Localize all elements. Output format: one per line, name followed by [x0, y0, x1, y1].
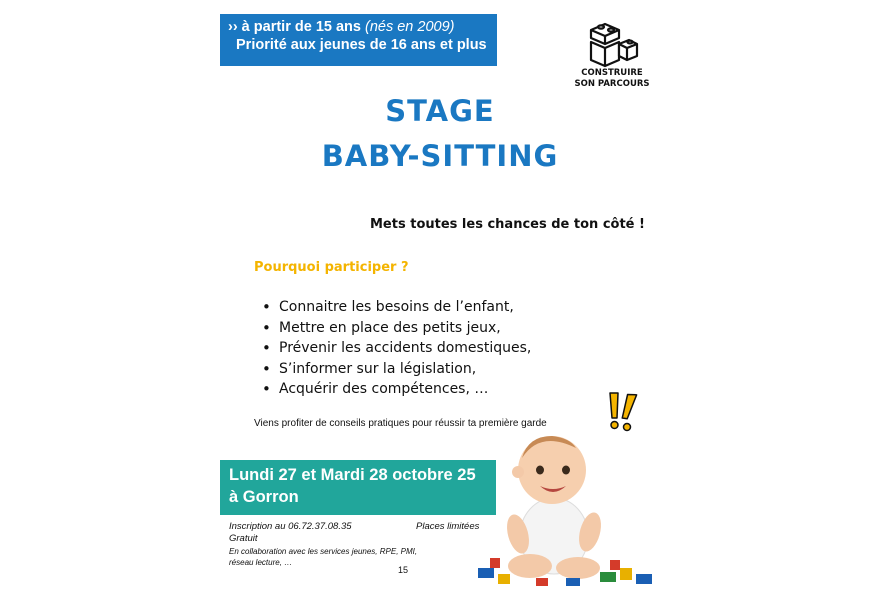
- collab-text: [229, 547, 469, 568]
- page-number: 15: [398, 565, 409, 575]
- collab-line2: réseau lecture, …: [229, 557, 293, 567]
- advice-text: Viens profiter de conseils pratiques pour réussir ta première garde: [254, 418, 547, 429]
- logo-caption-line2: SON PARCOURS: [574, 79, 650, 89]
- logo-caption-line1: CONSTRUIRE: [581, 68, 643, 78]
- list-item: • Mettre en place des petits jeux,: [262, 318, 531, 339]
- age-note: (nés en 2009): [365, 19, 455, 35]
- places-text: Places limitées: [416, 521, 480, 532]
- benefits-list: [262, 297, 531, 400]
- price-text: Gratuit: [229, 532, 258, 544]
- why-heading: Pourquoi participer ?: [254, 260, 409, 275]
- age-prefix: ›› à partir de 15 ans: [228, 19, 361, 35]
- age-banner: [220, 14, 497, 66]
- event-dates: Lundi 27 et Mardi 28 octobre 25: [229, 466, 476, 484]
- event-location: à Gorron: [229, 488, 299, 506]
- title-line2: BABY-SITTING: [321, 139, 559, 173]
- registration-text: Inscription au 06.72.37.08.35: [229, 521, 352, 532]
- collab-line1: En collaboration avec les services jeunes, RPE, PMI,: [229, 547, 418, 556]
- list-item: • Prévenir les accidents domestiques,: [262, 338, 531, 359]
- title-line1: STAGE: [385, 94, 495, 128]
- list-item: • Connaitre les besoins de l’enfant,: [262, 297, 531, 318]
- event-banner: [220, 460, 496, 515]
- baby-photo: [470, 428, 660, 587]
- logo-caption: [560, 68, 664, 90]
- priority-line: Priorité aux jeunes de 16 ans et plus: [236, 37, 487, 53]
- list-item: • S’informer sur la législation,: [262, 359, 531, 380]
- age-line: [228, 18, 489, 36]
- tagline: Mets toutes les chances de ton côté !: [370, 217, 645, 232]
- list-item: • Acquérir des compétences, …: [262, 379, 531, 400]
